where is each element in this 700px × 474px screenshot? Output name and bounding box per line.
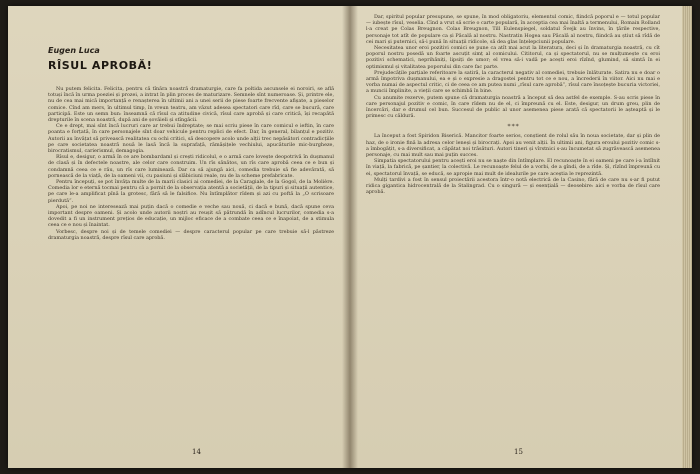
- left-page: [8, 6, 350, 468]
- page-edge: [682, 6, 692, 468]
- left-paragraph-1: Nu putem felicita. Felicita, pentru că tînăra noastră dramaturgie, care fa poltida ascunsele ei noroiri, se află totuși încă în urma poeziei și prozei, a intrat în plin proces de maturizare. Semnele sînt numeroase. Și, printre ele, nu de cea mai mică importanță e renașterea în ultimii ani a unei serii de piese foarte frecvente afișate, a pieselor comice. Cînd am mers, în ultimul timp, în vreun teatru, am văzut adesea spectatori care rîd, care se bucură, care participă. Este un semn bun: înseamnă că rîsul ca atitudine civică, rîsul care aprobă și care critică, își recapătă drepturile în scena noastră, după ani de șovăieli și stîngăcii.: [48, 86, 334, 124]
- left-paragraph-2: Ce e drept, mai sînt încă lucruri care ar trebui îndreptate; se mai scriu piese în care comicul e ieftin, în care poanta e forțată, în care personajele sînt doar vehicule pentru replici de efect. Dar, în general, bilanțul e pozitiv. Autorii au învățat să privească realitatea cu ochi critici, să descopere acolo unde alții trec nepăsători contradicțiile pe care societatea noastră nouă le lasă încă la suprafață, rămășițele vechiului, apucăturile mic-burgheze, birocratismul, carierismul, demagogia.: [48, 123, 334, 155]
- section-separator: ∗∗∗: [506, 122, 520, 130]
- right-paragraph-2: Necesitatea unor eroi pozitivi comici se pune ca atît mai acut la literatura, deci și în dramaturgia noastră, cu cît poporul nostru posedă un foarte ascuțit simț al comicului. Cititorul, ca și spectatorul, nu se mulțumește cu eroi pozitivi schematici, neprihăniți, lipsiți de umor; el vrea să-i vadă pe acești eroi rîzînd, glumind, să simtă în ei optimismul și vitalitatea poporului din care fac parte.: [366, 45, 660, 70]
- right-page-number: 15: [514, 448, 523, 456]
- book-spread: [8, 6, 692, 468]
- left-paragraph-4: Pentru începuți, se pot învăța multe de la marii clasici ai comediei, de la Caragiale, de la Gogol, de la Molière. Comedia lor e eternă tocmai pentru că a pornit de la observația atentă a societății, de la tipuri și situații autentice, pe care le-a amplificat pînă la grotesc, fără să le falsifice. Nu întîmplător rîdem și azi cu poftă la „O scrisoare pierdută”.: [48, 179, 334, 204]
- right-paragraph-4: Cu anumite rezerve, putem spune că dramaturgia noastră a început să dea astfel de exemple. S-au scris piese în care personajul pozitiv e comic, în care rîdem nu de el, ci împreună cu el. Este, desigur, un drum greu, plin de încercări, dar e drumul cel bun. Succesul de public al unor asemenea piese arată că spectatorii le așteaptă și le primesc cu căldură.: [366, 94, 660, 120]
- right-page: [350, 6, 692, 468]
- book-gutter: [342, 6, 358, 468]
- left-paragraph-3: Rîsul e, desigur, o armă în ce are bombardaml și crești ridicolul, e o armă care lovește deopotrivă în dușmanul de clasă și în defectele noastre, ale celor care construim. Un rîs sănătos, un rîs care aprobă ceea ce e bun și condamnă ceea ce e rău, un rîs care luminează. Dar ca să ajungă aici, comedia trebuie să fie adevărată, să pornească de la viață, de la oameni vii, cu pasiuni și slăbiciuni reale, nu de la scheme prefabricate.: [48, 154, 334, 179]
- right-paragraph-6: Simpatia spectatorului pentru acești eroi nu se naște din întîmplare. El recunoaște în ei oameni pe care i-a întîlnit în viață, la fabrică, pe șantier, la colectivă. Le recunoaște felul de a vorbi, de a gîndi, de a rîde. Și, rîzînd împreună cu ei, spectatorul învață, se educă, se apropie mai mult de idealurile pe care aceștia le reprezintă.: [366, 158, 660, 177]
- article-author: Eugen Luca: [48, 46, 100, 55]
- right-paragraph-1: Dar, spiritul popular presupune, se spune, în mod obligatoriu, elementul comic, fiindcă poporul e — totul popular — iubește rîsul, veselia. Cînd a vrut să scrie o carte populară, în acceptia cea mai înaltă a termenului, Romain Rolland l-a creat pe Colas Breugnon. Colas Breugnon, Till Eulenspiegel, soldatul Švejk au învins, în țările respective, personaje tot atît de populare ca și Păcală al nostru. Nastratin Hogea sau Păcală al nostru, fiindcă au știut să rîdă de cei mari și puternici, să-i pună în situații ridicole, să dea glas înțelepciunii populare.: [366, 14, 661, 45]
- right-paragraph-7: Mulți tardivi a fost în sensul proiectării acestora într-o notă electrică de la Casino, fără de care nu s-ar fi putut ridica gigantica hidrocentrală de la Stalingrad. Cu o singură — și esențială — deosebire: aici e vorba de rîsul care aprobă.: [366, 176, 660, 196]
- right-paragraph-3: Prejudecățile parțiale referitoare la satiră, la caracterul negativ al comediei, trebuie înlăturate. Satira nu e doar o armă împotriva dușmanului, ea e și o expresie a dragostei pentru tot ce e nou, a încrederii în viitor. Aici nu mai e vorba numai de aspectul critic, ci de ceea ce am putea numi „rîsul care aprobă”, rîsul care însoțește bucuria victoriei, a muncii împlinite, a vieții care se schimbă în bine.: [366, 69, 660, 95]
- right-paragraph-5: La început a fost Spiridon Biserică. Mancitor foarte serios, conștient de rolul său în noua societate, dar și plin de haz, de o ironie fină la adresa celor leneși și birocrați. Apoi au venit alții. În ultimii ani, figura eroului pozitiv comic s-a îmbogățit, s-a diversificat, a căpătat noi trăsături. Autori tineri și vîrstnici s-au încumetat să zugrăvească asemenea personaje, cu mai mult sau mai puțin succes.: [366, 133, 660, 159]
- left-page-number: 14: [192, 448, 201, 456]
- article-title: RÎSUL APROBĂ!: [48, 59, 153, 72]
- left-paragraph-5: Apoi, pe noi ne interesează mai puțin dacă o comedie e veche sau nouă, ci dacă e bună, dacă spune ceva important despre oameni. Și acolo unde autorii noștri au reușit să pătrundă în adîncul lucrurilor, comedia s-a dovedit a fi un instrument prețios de educație, un mijloc eficace de a combate ceea ce e înapoiat, de a stimula ceea ce e nou și înaintat.: [48, 203, 334, 229]
- left-paragraph-6: Vorbesc, despre noi și de temele comediei — despre caracterul popular pe care trebuie să-l păstreze dramaturgia noastră, despre rîsul care aprobă.: [48, 228, 334, 241]
